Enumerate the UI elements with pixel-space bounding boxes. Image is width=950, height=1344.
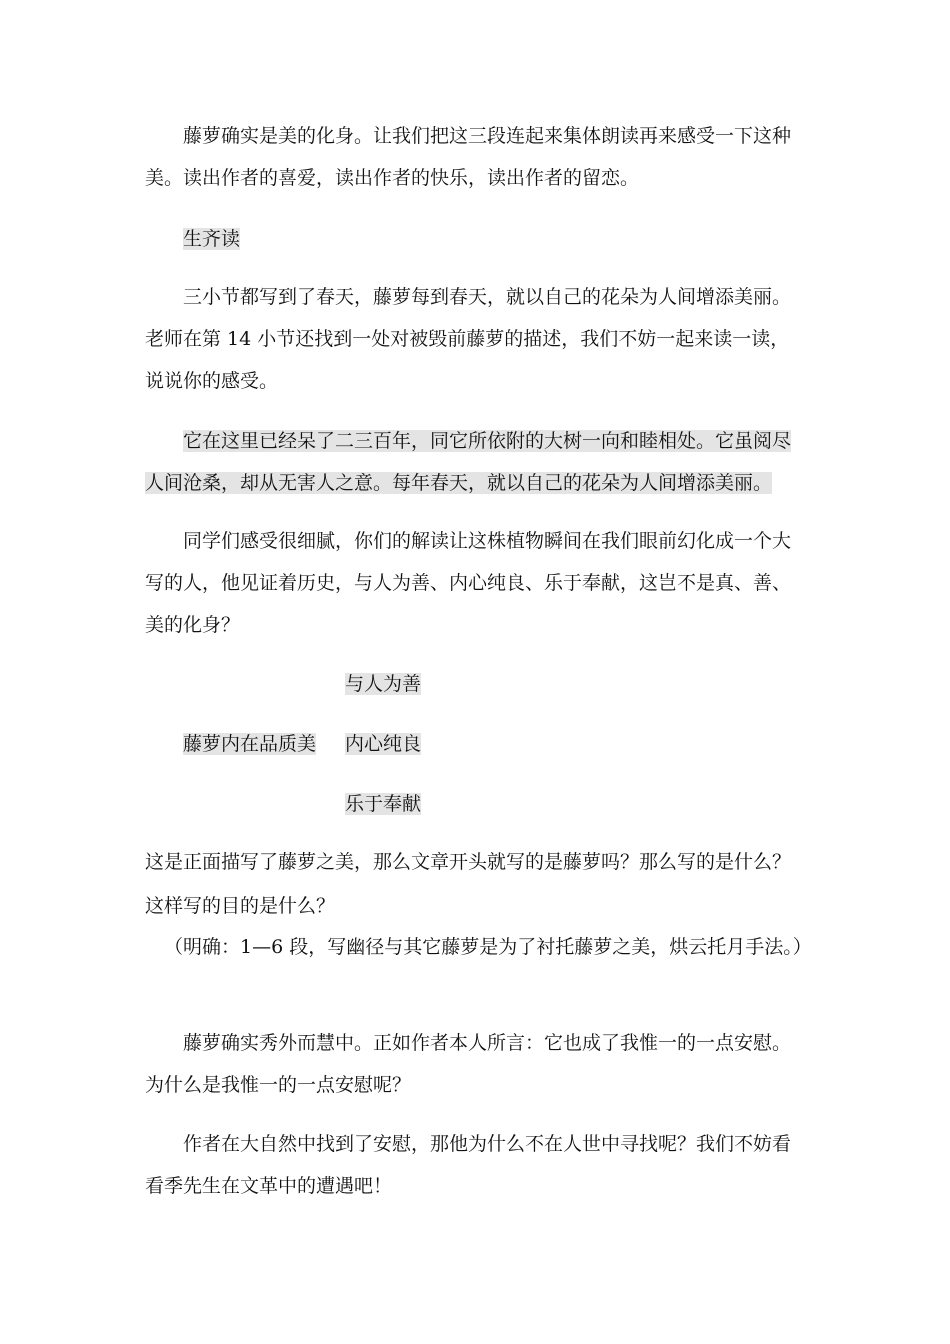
paragraph-instruction xyxy=(183,218,240,260)
paragraph-closing: 作者在大自然中找到了安慰，那他为什么不在人世中寻找呢？我们不妨看看季先生在文革中的遭遇吧！ xyxy=(145,1133,792,1197)
diagram-item-1 xyxy=(345,670,421,698)
diagram-item-text: 乐于奉献 xyxy=(345,793,422,815)
diagram-item-3 xyxy=(345,790,421,818)
diagram-item-2 xyxy=(345,730,421,758)
paragraph-question: 这是正面描写了藤萝之美，那么文章开头就写的是藤萝吗？那么写的是什么？这样写的目的是什么？ xyxy=(145,851,792,917)
diagram-item-text: 内心纯良 xyxy=(345,733,422,755)
paragraph-spring: 三小节都写到了春天，藤萝每到春天，就以自己的花朵为人间增添美丽。老师在第 14 小节还找到一处对被毁前藤萝的描述，我们不妨一起来读一读，说说你的感受。 xyxy=(145,286,792,392)
highlight-text: 生齐读 xyxy=(183,228,241,250)
paragraph-quote xyxy=(145,420,805,504)
highlighted-quote: 它在这里已经呆了二三百年，同它所依附的大树一向和睦相处。它虽阅尽人间沧桑，却从无害人之意。每年春天，就以自己的花朵为人间增添美丽。 xyxy=(145,430,792,494)
diagram-root-text: 藤萝内在品质美 xyxy=(183,733,317,755)
paragraph-answer: （明确：1—6 段，写幽径与其它藤萝是为了衬托藤萝之美，烘云托月手法。） xyxy=(164,936,812,958)
paragraph-feeling: 同学们感受很细腻，你们的解读让这株植物瞬间在我们眼前幻化成一个大写的人，他见证着历史，与人为善、内心纯良、乐于奉献，这岂不是真、善、美的化身？ xyxy=(145,530,792,636)
diagram-item-text: 与人为善 xyxy=(345,673,422,695)
paragraph-intro: 藤萝确实是美的化身。让我们把这三段连起来集体朗读再来感受一下这种美。读出作者的喜爱，读出作者的快乐，读出作者的留恋。 xyxy=(145,125,792,189)
paragraph-comfort: 藤萝确实秀外而慧中。正如作者本人所言：它也成了我惟一的一点安慰。为什么是我惟一的一点安慰呢？ xyxy=(145,1032,792,1096)
diagram-root xyxy=(183,730,316,758)
